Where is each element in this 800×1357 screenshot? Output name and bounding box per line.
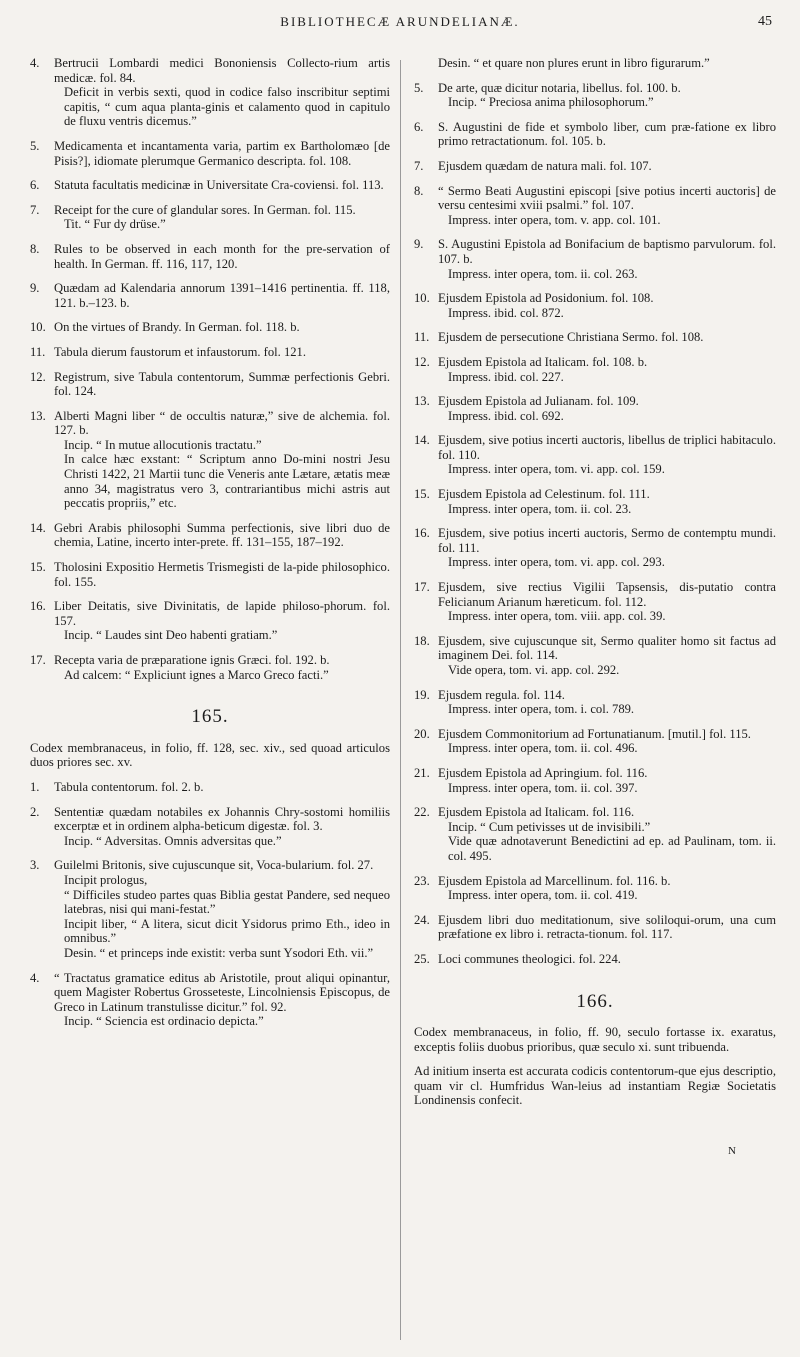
continuation-text: Desin. “ et quare non plures erunt in libro figurarum.” [438,56,710,70]
entry-title: Ejusdem, sive potius incerti auctoris, Sermo de contemptu mundi. fol. 111. [438,526,776,555]
entry-number: 22. [414,805,430,820]
catalogue-entry [414,766,776,795]
entry-number: 13. [30,408,46,423]
entry-detail: Tit. “ Fur dy drüse.” [64,217,166,232]
entry-list-b [30,780,390,1029]
entry-detail: Incip. “ Sciencia est ordinacio depicta.” [64,1014,264,1029]
codex-note: Ad initium inserta est accurata codicis contentorum-que ejus descriptio, quam vir cl. Humfridus Wan-leius ad instantiam Regiæ Societatis Londinensis confecit. [414,1064,776,1108]
entry-number: 24. [414,912,430,927]
catalogue-entry [414,580,776,624]
entry-title: S. Augustini de fide et symbolo liber, cum præ-fatione ex libro primo retractationum. fol. 105. b. [438,119,776,149]
entry-number: 9. [30,281,40,296]
section-number-165: 165. [191,706,229,728]
left-column [30,56,390,1039]
catalogue-entry [414,330,776,345]
entry-detail: Deficit in verbis sexti, quod in codice falso inscribitur septimi capitis, “ cum aqua planta-ginis et calamento quod in capitulo de fluxu ventris dicemus.” [64,85,390,129]
catalogue-entry [414,120,776,149]
catalogue-entry [414,688,776,717]
entry-list-c [414,81,776,967]
entry-number: 5. [30,138,40,153]
entry-number: 14. [30,520,46,535]
catalogue-entry [30,653,390,682]
entry-number: 14. [414,433,430,448]
entry-number: 12. [30,369,46,384]
entry-title: Liber Deitatis, sive Divinitatis, de lapide philoso-phorum. fol. 157. [54,599,390,628]
entry-number: 10. [30,320,46,335]
entry-number: 21. [414,765,430,780]
catalogue-entry [30,599,390,643]
entry-detail: Incip. “ In mutue allocutionis tractatu.” [64,437,262,452]
entry-title: Rules to be observed in each month for the pre-servation of health. In German. ff. 116, 117, 120. [54,241,390,271]
entry-number: 13. [414,394,430,409]
catalogue-entry [30,858,390,960]
entry-title: On the virtues of Brandy. In German. fol. 118. b. [54,320,300,335]
catalogue-entry [414,355,776,384]
catalogue-entry [414,237,776,281]
entry-number: 16. [414,526,430,541]
catalogue-entry [30,139,390,168]
entry-number: 20. [414,726,430,741]
entry-number: 17. [414,580,430,595]
entry-number: 4. [30,56,40,70]
running-head [0,14,800,44]
entry-title: “ Sermo Beati Augustini episcopi [sive potius incerti auctoris] de versu centesimi xviii psalmi.” fol. 107. [438,183,776,213]
entry-title: Ejusdem regula. fol. 114. [438,687,565,702]
catalogue-entry [414,634,776,678]
entry-title: Ejusdem Epistola ad Apringium. fol. 116. [438,765,648,780]
entry-number: 2. [30,804,40,819]
catalogue-entry [414,433,776,477]
entry-title: Ejusdem Epistola ad Italicam. fol. 108. b. [438,354,648,369]
entry-detail: Incipit liber, “ A litera, sicut dicit Ysidorus primo Eth., ideo in omnibus.” [64,916,390,946]
catalogue-entry [30,409,390,511]
catalogue-entry [414,184,776,228]
catalogue-entry [30,780,390,795]
entry-number: 8. [30,241,40,256]
catalogue-entry [414,805,776,863]
entry-number: 25. [414,951,430,966]
page-number: 45 [758,14,772,29]
catalogue-entry [30,345,390,360]
entry-detail: Impress. inter opera, tom. ii. col. 397. [448,780,638,795]
catalogue-entry [30,242,390,271]
entry-title: De arte, quæ dicitur notaria, libellus. fol. 100. b. [438,80,681,95]
column-divider [400,60,401,1340]
catalogue-entry [414,159,776,174]
entry-detail: Impress. inter opera, tom. ii. col. 23. [448,501,632,516]
entry-detail: Desin. “ et princeps inde existit: verba sunt Ysodori Eth. vii.” [64,945,374,960]
entry-number: 18. [414,633,430,648]
catalogue-entry [414,727,776,756]
entry-title: Ejusdem, sive potius incerti auctoris, libellus de triplici habitaculo. fol. 110. [438,433,776,462]
entry-detail: “ Difficiles studeo partes quas Biblia gestat Pandere, sed nequeo latebras, nisi qui mani-festat.” [64,887,390,917]
entry-number: 7. [414,158,424,173]
catalogue-entry [30,560,390,589]
catalogue-entry [30,971,390,1029]
entry-title: Tabula contentorum. fol. 2. b. [54,779,204,794]
entry-detail: Impress. ibid. col. 227. [448,369,564,384]
entry-detail: Vide quæ adnotaverunt Benedictini ad ep. ad Paulinam, tom. ii. col. 495. [448,834,776,863]
entry-title: Registrum, sive Tabula contentorum, Summæ perfectionis Gebri. fol. 124. [54,369,390,399]
entry-title: Statuta facultatis medicinæ in Universitate Cra-coviensi. fol. 113. [54,178,384,193]
catalogue-entry [414,81,776,110]
entry-title: Ejusdem Epistola ad Italicam. fol. 116. [438,805,635,820]
entry-detail: In calce hæc exstant: “ Scriptum anno Do-mini nostri Jesu Christi 1422, 21 Martii tunc die Veneris ante Lætare, ætatis meæ anno 34, magistratus vero 3, contrariantibus michi astris aut peccatis propriis,” etc. [64,452,390,511]
entry-number: 11. [30,344,46,359]
entry-detail: Impress. ibid. col. 692. [448,408,564,423]
entry-detail: Incip. “ Preciosa anima philosophorum.” [448,95,654,110]
codex-description: Codex membranaceus, in folio, ff. 128, sec. xiv., sed quoad articulos duos priores sec. xv. [30,740,390,770]
entry-detail: Incip. “ Cum petivisses ut de invisibili.” [448,819,651,834]
entry-number: 6. [30,178,40,193]
entry-title: Ejusdem Commonitorium ad Fortunatianum. [mutil.] fol. 115. [438,726,751,741]
catalogue-entry [414,952,776,967]
entry-title: Ejusdem libri duo meditationum, sive soliloqui-orum, una cum præfatione ex libro i. retracta-tionum. fol. 117. [438,912,776,942]
entry-title: S. Augustini Epistola ad Bonifacium de baptismo parvulorum. fol. 107. b. [438,237,776,266]
entry-title: Recepta varia de præparatione ignis Græci. fol. 192. b. [54,653,330,667]
entry-title: Quædam ad Kalendaria annorum 1391–1416 pertinentia. ff. 118, 121. b.–123. b. [54,281,390,310]
entry-detail: Impress. inter opera, tom. ii. col. 419. [448,888,638,903]
signature-mark: N [728,1145,736,1158]
entry-number: 11. [414,330,430,345]
entry-detail: Impress. inter opera, tom. viii. app. col. 39. [448,609,666,624]
entry-title: Tabula dierum faustorum et infaustorum. fol. 121. [54,344,306,359]
entry-title: Medicamenta et incantamenta varia, partim ex Bartholomæo [de Pisis?], idiomate plerumque Germanico descripta. fol. 108. [54,138,390,168]
entry-title: Ejusdem quædam de natura mali. fol. 107. [438,158,652,173]
entry-detail: Incipit prologus, [64,872,148,887]
catalogue-entry [30,805,390,849]
entry-title: Ejusdem, sive rectius Vigilii Tapsensis, dis-putatio contra Felicianum Arianum hæreticum. fol. 112. [438,580,776,609]
entry-title: Bertrucii Lombardi medici Bononiensis Collecto-rium artis medicæ. fol. 84. [54,56,390,85]
entry-number: 9. [414,237,424,252]
running-title: BIBLIOTHECÆ ARUNDELIANÆ. [280,14,520,29]
catalogue-entry [414,874,776,903]
entry-number: 3. [30,858,40,873]
catalogue-entry [414,291,776,320]
entry-number: 12. [414,354,430,369]
catalogue-entry [30,56,390,129]
entry-title: Gebri Arabis philosophi Summa perfectionis, sive libri duo de chemia, Latine, incerto inter-prete. ff. 131–155, 187–192. [54,520,390,550]
entry-number: 10. [414,291,430,306]
entry-detail: Impress. inter opera, tom. ii. col. 496. [448,741,638,756]
entry-title: “ Tractatus gramatice editus ab Aristotile, prout aliqui opinantur, quem Magister Robertus Grosseteste, Lincolniensis Episcopus, de Greco in Latinum transtulisse dicitur.” fol. 92. [54,970,390,1014]
entry-title: Ejusdem de persecutione Christiana Sermo. fol. 108. [438,330,704,345]
entry-title: Ejusdem Epistola ad Celestinum. fol. 111. [438,487,650,502]
entry-number: 23. [414,873,430,888]
entry-detail: Incip. “ Laudes sint Deo habenti gratiam.” [64,628,278,643]
catalogue-entry [414,913,776,942]
entry-title: Ejusdem Epistola ad Marcellinum. fol. 116. b. [438,873,671,888]
entry-detail: Impress. inter opera, tom. v. app. col. 101. [448,212,661,227]
entry-title: Alberti Magni liber “ de occultis naturæ,” sive de alchemia. fol. 127. b. [54,408,390,438]
entry-list-a [30,56,390,682]
catalogue-entry [30,281,390,310]
catalogue-entry [414,487,776,516]
entry-title: Sententiæ quædam notabiles ex Johannis Chry-sostomi homiliis excerptæ et in ordinem alpha-beticum digestæ. fol. 3. [54,804,390,834]
entry-detail: Impress. inter opera, tom. i. col. 789. [448,702,635,717]
entry-title: Receipt for the cure of glandular sores. In German. fol. 115. [54,202,356,217]
entry-detail: Vide opera, tom. vi. app. col. 292. [448,663,620,677]
catalogue-entry [30,370,390,399]
entry-number: 7. [30,202,40,217]
entry-title: Ejusdem, sive cujuscunque sit, Sermo qualiter homo sit factus ad imaginem Dei. fol. 114. [438,633,776,663]
catalogue-entry [30,320,390,335]
entry-number: 8. [414,183,424,198]
entry-detail: Impress. inter opera, tom. vi. app. col. 159. [448,462,665,477]
entry-detail: Impress. inter opera, tom. vi. app. col. 293. [448,555,665,570]
entry-title: Guilelmi Britonis, sive cujuscunque sit, Voca-bularium. fol. 27. [54,858,374,873]
entry-number: 19. [414,687,430,702]
entry-detail: Impress. ibid. col. 872. [448,305,564,320]
entry-number: 16. [30,599,46,614]
codex-description: Codex membranaceus, in folio, ff. 90, seculo fortasse ix. exaratus, exceptis foliis duobus prioribus, quæ seculo xi. sunt tribuenda. [414,1025,776,1054]
catalogue-entry [414,394,776,423]
entry-title: Ejusdem Epistola ad Julianam. fol. 109. [438,394,639,409]
entry-detail: Ad calcem: “ Expliciunt ignes a Marco Greco facti.” [64,667,329,682]
entry-number: 6. [414,119,424,134]
catalogue-entry [30,178,390,193]
entry-title: Tholosini Expositio Hermetis Trismegisti de la-pide philosophico. fol. 155. [54,560,390,589]
entry-title: Loci communes theologici. fol. 224. [438,951,621,966]
entry-detail: Impress. inter opera, tom. ii. col. 263. [448,266,638,281]
entry-title: Ejusdem Epistola ad Posidonium. fol. 108. [438,291,654,306]
entry-number: 15. [414,487,430,502]
section-number-166: 166. [576,990,614,1012]
catalogue-entry [30,203,390,232]
catalogue-entry [30,521,390,550]
catalogue-entry [414,526,776,570]
entry-number: 1. [30,779,40,794]
entry-number: 15. [30,560,46,575]
entry-number: 5. [414,80,424,95]
entry-detail: Incip. “ Adversitas. Omnis adversitas que.” [64,833,282,848]
entry-number: 17. [30,653,46,667]
right-column [414,56,776,1159]
entry-number: 4. [30,970,40,985]
